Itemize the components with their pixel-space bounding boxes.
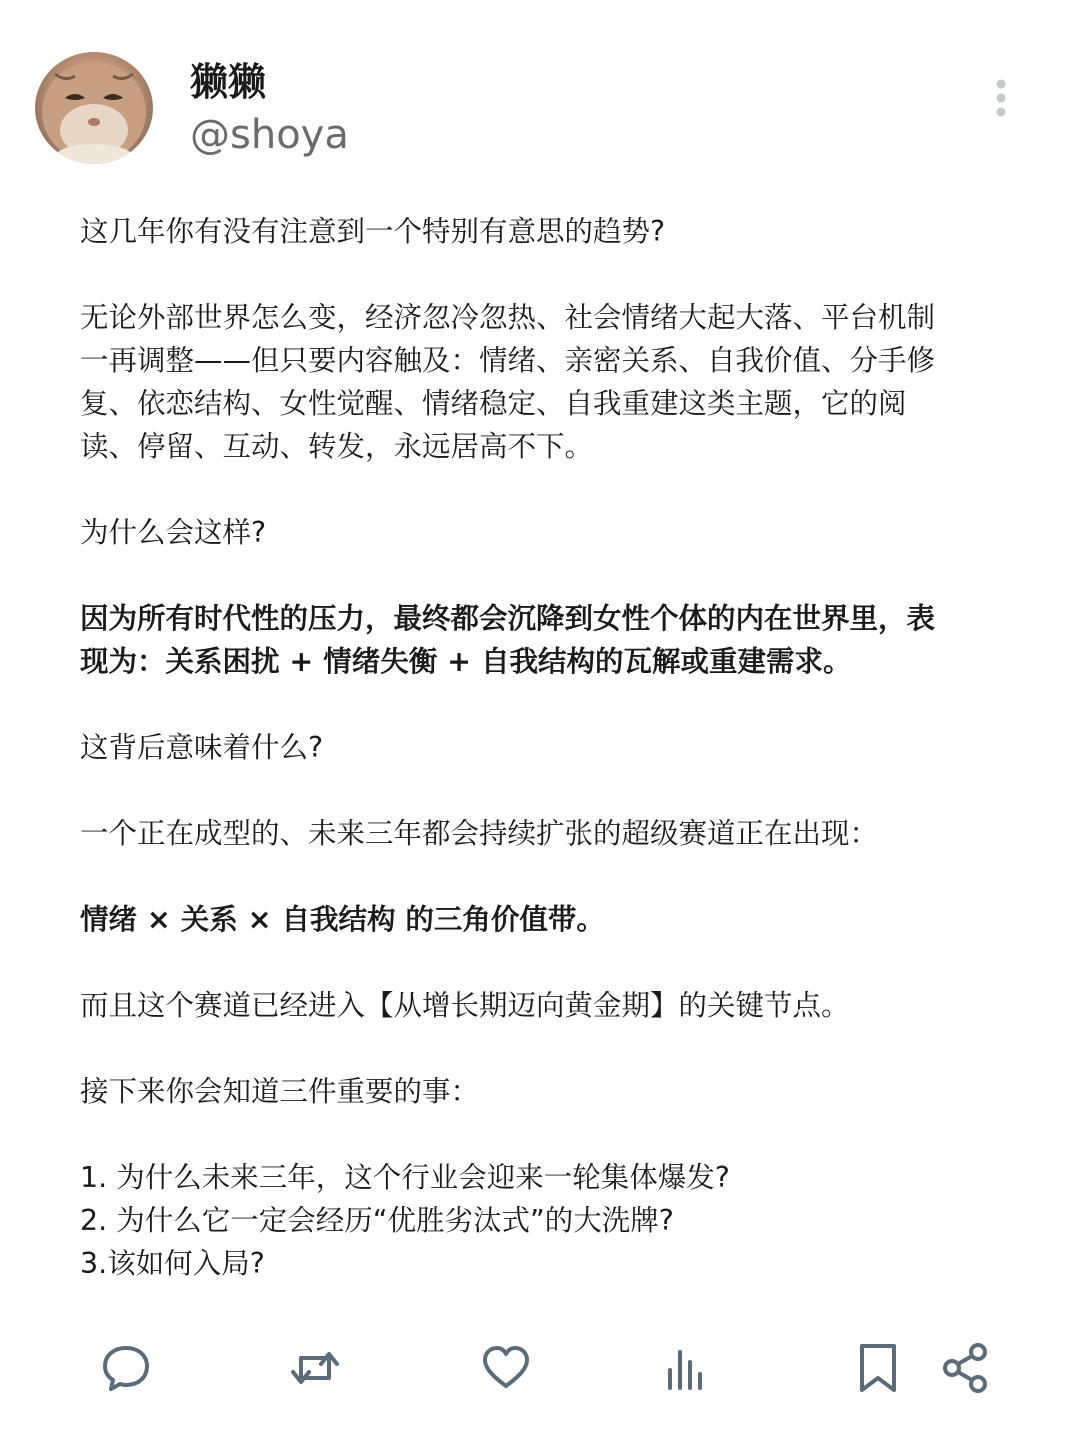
list-item: 1. 为什么未来三年，这个行业会迎来一轮集体爆发? xyxy=(80,1161,730,1194)
repost-button[interactable] xyxy=(289,1340,341,1396)
post-paragraph: 这几年你有没有注意到一个特别有意思的趋势? xyxy=(80,215,666,248)
cat-avatar-icon xyxy=(35,52,153,164)
bookmark-icon xyxy=(852,1340,904,1396)
share-icon xyxy=(940,1340,992,1396)
more-vertical-icon xyxy=(984,76,1018,120)
list-item: 2. 为什么它一定会经历“优胜劣汰式”的大洗牌? xyxy=(80,1204,674,1237)
avatar[interactable] xyxy=(35,52,153,164)
reply-button[interactable] xyxy=(100,1340,152,1396)
analytics-icon xyxy=(660,1340,712,1396)
heart-icon xyxy=(480,1340,532,1396)
repost-icon xyxy=(289,1340,341,1396)
post-paragraph-bold: 因为所有时代性的压力，最终都会沉降到女性个体的内在世界里，表 现为：关系困扰 + 情绪失衡 + 自我结构的瓦解或重建需求。 xyxy=(80,602,936,678)
post-body xyxy=(80,210,1010,1285)
post-paragraph: 接下来你会知道三件重要的事： xyxy=(80,1075,480,1108)
bookmark-button[interactable] xyxy=(852,1340,904,1396)
action-bar xyxy=(0,1340,1080,1400)
like-button[interactable] xyxy=(480,1340,532,1396)
post-header xyxy=(0,0,1080,200)
post-paragraph: 这背后意味着什么? xyxy=(80,731,324,764)
display-name[interactable]: 獭獭 xyxy=(190,60,267,104)
comment-icon xyxy=(100,1340,152,1396)
list-item: 3.该如何入局? xyxy=(80,1247,265,1280)
post-paragraph: 为什么会这样? xyxy=(80,516,267,549)
post-paragraph-bold: 情绪 × 关系 × 自我结构 的三角价值带。 xyxy=(80,903,605,936)
post-paragraph: 无论外部世界怎么变，经济忽冷忽热、社会情绪大起大落、平台机制 一再调整——但只要内容触及：情绪、亲密关系、自我价值、分手修 复、依恋结构、女性觉醒、情绪稳定、自我重建这类主题，它的阅 读、停留、互动、转发，永远居高不下。 xyxy=(80,301,936,463)
post-paragraph: 而且这个赛道已经进入【从增长期迈向黄金期】的关键节点。 xyxy=(80,989,850,1022)
share-button[interactable] xyxy=(940,1340,992,1396)
numbered-list xyxy=(80,1156,1010,1285)
more-options-button[interactable] xyxy=(984,76,1018,120)
views-button[interactable] xyxy=(660,1340,712,1396)
user-handle[interactable]: @shoya xyxy=(190,112,349,158)
post-paragraph: 一个正在成型的、未来三年都会持续扩张的超级赛道正在出现： xyxy=(80,817,879,850)
